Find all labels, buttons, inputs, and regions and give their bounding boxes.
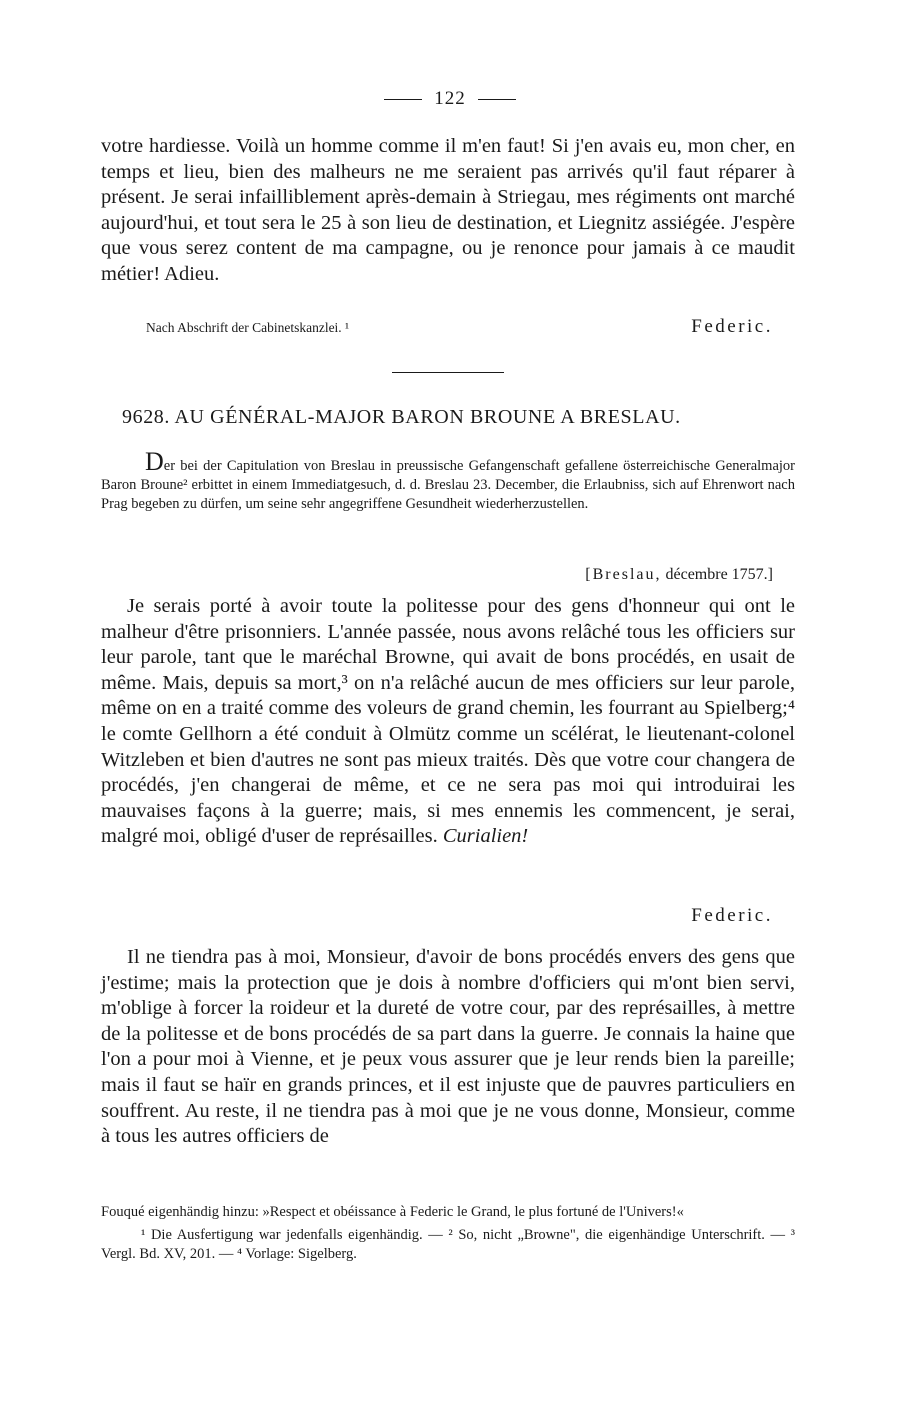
page-number-dash-left <box>384 99 422 100</box>
footnotes <box>101 1203 795 1264</box>
letter-paragraph: Je serais porté à avoir toute la politesse pour des gens d'honneur qui ont le malheur d'être prisonniers. L'année passée, nous avons relâché tous les officiers sur leur parole, tant que le maréchal Browne, qui avait de bons procédés, en usait de même. Mais, depuis sa mort,³ on n'a relâché aucun de mes officiers sur leur parole, même on en a traité comme des voleurs de grand chemin, les fourrant au Spielberg;⁴ le comte Gellhorn a été conduit à Olmütz comme un scélérat, le lieutenant-colonel Witzleben et bien d'autres ne sont pas mieux traités. Dès que votre cour changera de procédés, j'en changerai de même, et ce ne sera pas moi qui introduirai les mauvaises façons à la guerre; mais, si mes ennemis les commencent, je serai, malgré moi, obligé d'user de représailles. Curialien! <box>101 595 795 848</box>
top-letter-footer <box>101 316 795 338</box>
section-heading: 9628. AU GÉNÉRAL-MAJOR BARON BROUNE A BRESLAU. <box>122 406 681 428</box>
intro-dropcap: D <box>145 447 164 476</box>
top-letter-signature: Federic. <box>691 316 773 337</box>
section-intro-text <box>101 447 795 514</box>
dateline-place: [Breslau, <box>585 566 662 583</box>
second-paragraph <box>101 945 795 1150</box>
section-intro <box>101 447 795 514</box>
letter-body <box>101 594 795 850</box>
letter-signature: Federic. <box>691 905 773 926</box>
page-number: 122 <box>0 88 900 110</box>
intro-body: er bei der Capitulation von Breslau in preussische Gefangenschaft gefallene österreichische Generalmajor Baron Broune² erbittet in einem Immediatgesuch, d. d. Breslau 23. December, die Erlaubniss, sich auf Ehrenwort nach Prag begeben zu dürfen, um seine sehr angegriffene Gesundheit wiederherzustellen. <box>101 458 795 512</box>
section-divider <box>392 372 504 373</box>
second-paragraph-text: Il ne tiendra pas à moi, Monsieur, d'avoir de bons procédés envers des gens que j'estime; mais la protection que je dois à nombre d'officiers qui m'ont bien servi, m'oblige à forcer la roideur et la dureté de votre cour, par des représailles, à mettre de la politesse et de bons procédés de sa part dans la guerre. Je connais la haine que l'on a pour moi à Vienne, et je peux vous assurer que je leur rends bien la pareille; mais il faut se haïr en grands princes, et il est injuste que de pauvres particuliers en souffrent. Au reste, il ne tiendra pas à moi que je ne vous donne, Monsieur, comme à tous les autres officiers de <box>101 946 795 1148</box>
dateline-date: décembre 1757.] <box>665 566 773 583</box>
letter-closing: Curialien! <box>442 825 529 848</box>
footnote-notes: ¹ Die Ausfertigung war jedenfalls eigenhändig. — ² So, nicht „Browne", die eigenhändige Unterschrift. — ³ Vergl. Bd. XV, 201. — ⁴ Vorlage: Sigelberg. <box>101 1227 795 1262</box>
letter-signature-row <box>101 905 795 927</box>
page-number-dash-right <box>478 99 516 100</box>
dateline <box>101 566 773 584</box>
source-note: Nach Abschrift der Cabinetskanzlei. ¹ <box>146 320 350 335</box>
top-letter <box>101 134 795 288</box>
footnote-fouque: Fouqué eigenhändig hinzu: »Respect et obéissance à Federic le Grand, le plus fortuné de l'Univers!« <box>101 1204 684 1220</box>
top-letter-text: votre hardiesse. Voilà un homme comme il m'en faut! Si j'en avais eu, mon cher, en temps et lieu, bien des malheurs ne me seraient pas arrivés qu'il faut réparer à présent. Je serai infailliblement après-demain à Striegau, mes régiments ont marché aujourd'hui, et tout sera le 25 à son lieu de destination, et Liegnitz assiégée. J'espère que vous serez content de ma campagne, ou je renonce pour jamais à ce maudit métier! Adieu. <box>101 135 795 285</box>
